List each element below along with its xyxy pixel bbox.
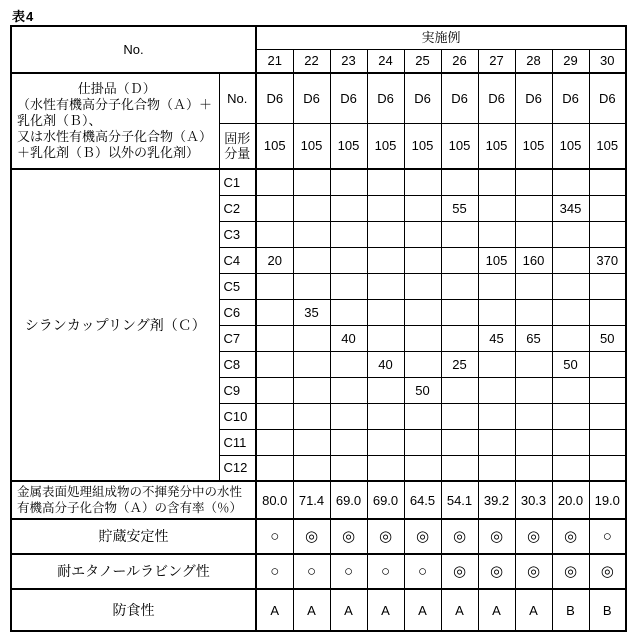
silane-value-cell xyxy=(330,195,367,221)
silane-value-cell xyxy=(589,429,626,455)
corrosion-resistance-cell: A xyxy=(404,589,441,631)
d-number-cell: D6 xyxy=(441,73,478,123)
silane-value-cell xyxy=(441,299,478,325)
ethanol-rubbing-cell: ◎ xyxy=(515,554,552,589)
silane-value-cell xyxy=(330,247,367,273)
silane-value-cell xyxy=(256,299,293,325)
corrosion-resistance-cell: A xyxy=(256,589,293,631)
ethanol-rubbing-label: 耐エタノールラビング性 xyxy=(11,554,256,589)
silane-label-cell: シランカップリング剤（Ｃ） xyxy=(11,169,219,481)
silane-value-cell xyxy=(589,221,626,247)
row-sublabel-cell: C12 xyxy=(219,455,256,481)
silane-value-cell xyxy=(404,429,441,455)
workpiece-no-row xyxy=(11,73,626,123)
corrosion-resistance-cell: A xyxy=(441,589,478,631)
silane-value-cell xyxy=(552,377,589,403)
silane-value-cell xyxy=(256,169,293,195)
column-header-cell: 30 xyxy=(589,49,626,73)
silane-value-cell xyxy=(441,221,478,247)
row-sublabel-cell: C5 xyxy=(219,273,256,299)
silane-value-cell: 45 xyxy=(478,325,515,351)
no-header-cell: No. xyxy=(11,26,256,73)
silane-value-cell xyxy=(404,299,441,325)
silane-value-cell xyxy=(552,455,589,481)
column-header-cell: 21 xyxy=(256,49,293,73)
silane-value-cell xyxy=(515,221,552,247)
silane-value-cell xyxy=(367,169,404,195)
silane-value-cell xyxy=(589,169,626,195)
silane-value-cell xyxy=(441,403,478,429)
silane-value-cell xyxy=(478,403,515,429)
silane-value-cell xyxy=(478,221,515,247)
ethanol-rubbing-cell: ○ xyxy=(293,554,330,589)
corrosion-resistance-cell: B xyxy=(552,589,589,631)
workpiece-label-line: ＋乳化剤（Ｂ）以外の乳化剤） xyxy=(17,145,200,160)
silane-value-cell xyxy=(515,273,552,299)
solid-amount-cell: 105 xyxy=(404,123,441,169)
silane-value-cell xyxy=(552,299,589,325)
silane-value-cell xyxy=(330,299,367,325)
silane-value-cell xyxy=(256,455,293,481)
storage-stability-cell: ◎ xyxy=(293,519,330,554)
polymer-content-cell: 80.0 xyxy=(256,481,293,519)
ethanol-rubbing-cell: ○ xyxy=(404,554,441,589)
silane-value-cell xyxy=(330,455,367,481)
polymer-content-cell: 64.5 xyxy=(404,481,441,519)
silane-value-cell xyxy=(367,429,404,455)
silane-value-cell xyxy=(552,429,589,455)
silane-value-cell xyxy=(441,169,478,195)
ethanol-rubbing-cell: ◎ xyxy=(589,554,626,589)
silane-value-cell xyxy=(441,429,478,455)
ethanol-rubbing-cell: ◎ xyxy=(552,554,589,589)
silane-value-cell: 55 xyxy=(441,195,478,221)
silane-value-cell xyxy=(478,273,515,299)
storage-stability-cell: ◎ xyxy=(515,519,552,554)
silane-value-cell: 40 xyxy=(367,351,404,377)
silane-value-cell xyxy=(589,377,626,403)
ethanol-rubbing-row xyxy=(11,554,626,589)
solid-amount-cell: 105 xyxy=(552,123,589,169)
solid-amount-cell: 105 xyxy=(367,123,404,169)
silane-value-cell: 20 xyxy=(256,247,293,273)
polymer-content-cell: 20.0 xyxy=(552,481,589,519)
silane-value-cell: 35 xyxy=(293,299,330,325)
silane-value-cell xyxy=(367,325,404,351)
solid-amount-cell: 105 xyxy=(330,123,367,169)
silane-value-cell xyxy=(589,455,626,481)
silane-value-cell xyxy=(478,169,515,195)
workpiece-label-line: （水性有機高分子化合物（Ａ）＋ xyxy=(17,97,213,112)
silane-value-cell xyxy=(256,429,293,455)
solid-amount-cell: 105 xyxy=(515,123,552,169)
ethanol-rubbing-cell: ○ xyxy=(330,554,367,589)
corrosion-resistance-cell: A xyxy=(330,589,367,631)
row-sublabel-cell: C4 xyxy=(219,247,256,273)
silane-value-cell: 345 xyxy=(552,195,589,221)
silane-value-cell xyxy=(515,455,552,481)
silane-value-cell xyxy=(478,299,515,325)
silane-value-cell xyxy=(404,247,441,273)
d-number-cell: D6 xyxy=(256,73,293,123)
silane-value-cell xyxy=(441,325,478,351)
corrosion-resistance-row xyxy=(11,589,626,631)
silane-value-cell xyxy=(552,325,589,351)
d-number-cell: D6 xyxy=(515,73,552,123)
silane-value-cell xyxy=(293,221,330,247)
silane-value-cell xyxy=(441,455,478,481)
silane-value-cell xyxy=(367,299,404,325)
silane-value-cell xyxy=(293,247,330,273)
silane-value-cell xyxy=(515,377,552,403)
silane-value-cell xyxy=(515,169,552,195)
silane-value-cell: 160 xyxy=(515,247,552,273)
silane-value-cell xyxy=(589,351,626,377)
polymer-content-row xyxy=(11,481,626,519)
column-header-cell: 24 xyxy=(367,49,404,73)
silane-value-cell: 40 xyxy=(330,325,367,351)
silane-value-cell xyxy=(367,455,404,481)
silane-value-cell xyxy=(367,403,404,429)
silane-value-cell xyxy=(367,247,404,273)
silane-value-cell xyxy=(404,351,441,377)
silane-value-cell xyxy=(293,325,330,351)
silane-value-cell xyxy=(589,273,626,299)
d-number-cell: D6 xyxy=(478,73,515,123)
workpiece-label-line: 仕掛品（Ｄ） xyxy=(77,81,156,96)
silane-value-cell xyxy=(515,403,552,429)
storage-stability-cell: ○ xyxy=(256,519,293,554)
storage-stability-cell: ◎ xyxy=(330,519,367,554)
storage-stability-cell: ◎ xyxy=(478,519,515,554)
d-number-cell: D6 xyxy=(552,73,589,123)
silane-value-cell xyxy=(330,273,367,299)
silane-value-cell xyxy=(256,273,293,299)
silane-value-cell xyxy=(367,221,404,247)
row-sublabel-cell: C9 xyxy=(219,377,256,403)
corrosion-resistance-cell: A xyxy=(367,589,404,631)
silane-value-cell: 25 xyxy=(441,351,478,377)
d-number-cell: D6 xyxy=(330,73,367,123)
silane-value-cell xyxy=(293,455,330,481)
solid-amount-cell: 105 xyxy=(478,123,515,169)
corrosion-resistance-label: 防食性 xyxy=(11,589,256,631)
silane-value-cell xyxy=(256,221,293,247)
silane-value-cell xyxy=(404,403,441,429)
silane-value-cell: 50 xyxy=(589,325,626,351)
silane-value-cell xyxy=(293,403,330,429)
silane-value-cell xyxy=(515,429,552,455)
ethanol-rubbing-cell: ○ xyxy=(367,554,404,589)
d-number-cell: D6 xyxy=(367,73,404,123)
solid-amount-cell: 105 xyxy=(589,123,626,169)
row-sublabel-cell: 固形分量 xyxy=(219,123,256,169)
silane-value-cell xyxy=(330,221,367,247)
silane-value-cell: 105 xyxy=(478,247,515,273)
silane-value-cell xyxy=(478,195,515,221)
ethanol-rubbing-cell: ◎ xyxy=(478,554,515,589)
silane-value-cell xyxy=(478,377,515,403)
solid-amount-cell: 105 xyxy=(293,123,330,169)
storage-stability-cell: ○ xyxy=(589,519,626,554)
solid-amount-cell: 105 xyxy=(256,123,293,169)
silane-value-cell xyxy=(404,195,441,221)
silane-value-cell xyxy=(589,299,626,325)
row-sublabel-cell: No. xyxy=(219,73,256,123)
silane-value-cell xyxy=(478,351,515,377)
polymer-content-cell: 39.2 xyxy=(478,481,515,519)
silane-value-cell xyxy=(589,195,626,221)
group-header-cell: 実施例 xyxy=(256,26,626,49)
silane-value-cell xyxy=(441,247,478,273)
silane-value-cell xyxy=(330,351,367,377)
silane-value-cell xyxy=(404,455,441,481)
silane-value-cell xyxy=(330,377,367,403)
silane-value-cell xyxy=(256,377,293,403)
storage-stability-cell: ◎ xyxy=(552,519,589,554)
column-header-cell: 27 xyxy=(478,49,515,73)
row-sublabel-cell: C2 xyxy=(219,195,256,221)
silane-value-cell xyxy=(589,403,626,429)
corrosion-resistance-cell: A xyxy=(293,589,330,631)
polymer-content-label: 金属表面処理組成物の不揮発分中の水性有機高分子化合物（Ａ）の含有率（％） xyxy=(11,481,256,519)
silane-value-cell xyxy=(367,195,404,221)
storage-stability-row xyxy=(11,519,626,554)
silane-value-cell xyxy=(552,273,589,299)
row-sublabel-cell: C7 xyxy=(219,325,256,351)
silane-value-cell: 50 xyxy=(404,377,441,403)
corrosion-resistance-cell: A xyxy=(478,589,515,631)
silane-value-cell xyxy=(515,299,552,325)
storage-stability-cell: ◎ xyxy=(441,519,478,554)
polymer-content-cell: 71.4 xyxy=(293,481,330,519)
polymer-content-cell: 69.0 xyxy=(330,481,367,519)
table-title: 表4 xyxy=(12,9,35,24)
silane-value-cell xyxy=(293,429,330,455)
column-header-cell: 23 xyxy=(330,49,367,73)
row-sublabel-cell: C6 xyxy=(219,299,256,325)
silane-value-cell xyxy=(404,221,441,247)
silane-value-cell xyxy=(293,195,330,221)
corrosion-resistance-cell: A xyxy=(515,589,552,631)
silane-value-cell xyxy=(441,377,478,403)
silane-value-cell xyxy=(293,351,330,377)
storage-stability-cell: ◎ xyxy=(404,519,441,554)
column-header-cell: 28 xyxy=(515,49,552,73)
row-sublabel-cell: C1 xyxy=(219,169,256,195)
workpiece-label-line: 乳化剤（Ｂ）、 xyxy=(17,113,102,128)
silane-value-cell xyxy=(367,273,404,299)
silane-value-cell: 370 xyxy=(589,247,626,273)
workpiece-label-line: 又は水性有機高分子化合物（Ａ） xyxy=(17,129,213,144)
silane-value-cell xyxy=(404,273,441,299)
silane-value-cell xyxy=(404,169,441,195)
polymer-content-cell: 69.0 xyxy=(367,481,404,519)
silane-value-cell xyxy=(441,273,478,299)
workpiece-label-cell xyxy=(11,73,219,169)
d-number-cell: D6 xyxy=(589,73,626,123)
row-sublabel-cell: C3 xyxy=(219,221,256,247)
column-header-cell: 22 xyxy=(293,49,330,73)
silane-value-cell xyxy=(552,221,589,247)
silane-value-cell: 50 xyxy=(552,351,589,377)
silane-value-cell xyxy=(293,377,330,403)
d-number-cell: D6 xyxy=(293,73,330,123)
polymer-content-cell: 30.3 xyxy=(515,481,552,519)
column-header-cell: 25 xyxy=(404,49,441,73)
silane-value-cell xyxy=(478,429,515,455)
column-header-cell: 26 xyxy=(441,49,478,73)
polymer-content-cell: 54.1 xyxy=(441,481,478,519)
silane-value-cell xyxy=(293,169,330,195)
silane-value-cell xyxy=(330,403,367,429)
silane-value-cell xyxy=(404,325,441,351)
silane-value-cell xyxy=(293,273,330,299)
d-number-cell: D6 xyxy=(404,73,441,123)
polymer-content-cell: 19.0 xyxy=(589,481,626,519)
silane-value-cell xyxy=(552,403,589,429)
silane-value-cell xyxy=(515,351,552,377)
ethanol-rubbing-cell: ◎ xyxy=(441,554,478,589)
solid-amount-cell: 105 xyxy=(441,123,478,169)
silane-value-cell xyxy=(478,455,515,481)
silane-value-cell xyxy=(256,325,293,351)
silane-value-cell xyxy=(330,169,367,195)
silane-value-cell xyxy=(256,195,293,221)
silane-value-cell xyxy=(256,403,293,429)
storage-stability-label: 貯蔵安定性 xyxy=(11,519,256,554)
group-header-row xyxy=(11,26,626,49)
patent-data-table xyxy=(10,25,627,632)
silane-value-cell xyxy=(515,195,552,221)
silane-value-cell xyxy=(552,247,589,273)
silane-row xyxy=(11,169,626,195)
storage-stability-cell: ◎ xyxy=(367,519,404,554)
corrosion-resistance-cell: B xyxy=(589,589,626,631)
silane-value-cell xyxy=(256,351,293,377)
silane-value-cell: 65 xyxy=(515,325,552,351)
row-sublabel-cell: C10 xyxy=(219,403,256,429)
silane-value-cell xyxy=(367,377,404,403)
silane-value-cell xyxy=(552,169,589,195)
row-sublabel-cell: C11 xyxy=(219,429,256,455)
silane-value-cell xyxy=(330,429,367,455)
ethanol-rubbing-cell: ○ xyxy=(256,554,293,589)
row-sublabel-cell: C8 xyxy=(219,351,256,377)
column-header-cell: 29 xyxy=(552,49,589,73)
